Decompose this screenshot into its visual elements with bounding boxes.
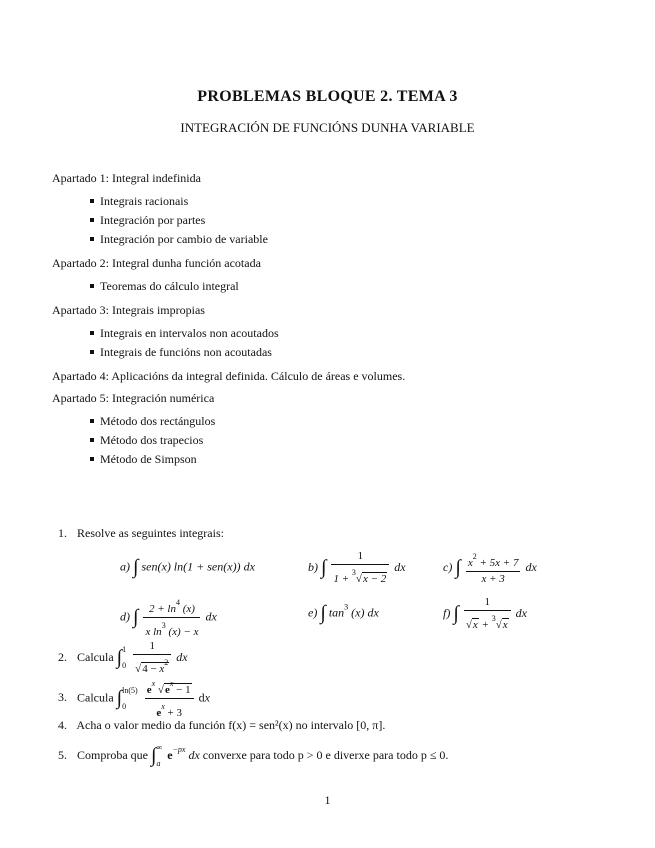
list-item: Método dos trapecios — [52, 431, 612, 450]
problem-5-pre: Comproba que — [77, 747, 148, 762]
label-f: f) — [443, 605, 451, 620]
list-item: Método dos rectángulos — [52, 412, 612, 431]
section-4-heading: Apartado 4: Aplicacións da integral definida. Cálculo de áreas e volumes. — [52, 369, 406, 383]
label-d: d) — [120, 609, 130, 624]
section-5-items — [52, 412, 612, 469]
section-2-heading: Apartado 2: Integral dunha función acotada — [52, 256, 261, 270]
list-item: Integración por cambio de variable — [52, 230, 612, 249]
problem-3: 3. Calcula ∫ ln(5) 0 $\frac{e^x √e^x - 1}{e^x + 3}$ dx — [58, 679, 210, 719]
label-e: e) — [308, 605, 318, 620]
integral-a: a) ∫ sen(x) ln(1 + sen(x)) dx — [120, 556, 255, 578]
problem-4-text: Acha o valor medio da función f(x) = sen²(x) no intervalo [0, π]. — [76, 718, 386, 732]
label-c: c) — [443, 559, 453, 574]
section-2-items — [52, 277, 612, 296]
problem-2-number: 2. — [58, 649, 67, 664]
section-1-heading: Apartado 1: Integral indefinida — [52, 171, 201, 185]
section-5-heading: Apartado 5: Integración numérica — [52, 391, 215, 405]
section-1-items — [52, 192, 612, 249]
list-item: Integrais en intervalos non acoutados — [52, 324, 612, 343]
label-b: b) — [308, 559, 318, 574]
problem-5-post: converxe para todo p > 0 e diverxe para todo p ≤ 0. — [202, 747, 449, 762]
problem-3-number: 3. — [58, 690, 67, 705]
problem-2: 2. Calcula ∫ 1 0 $\frac{1}{√4 - x^2}$ dx — [58, 640, 188, 675]
list-item: Teoremas do cálculo integral — [52, 277, 612, 296]
section-3-heading: Apartado 3: Integrais impropias — [52, 303, 205, 317]
problem-5: 5. Comproba que ∫ ∞ a $e^{-px}$ dx converxe para todo p > 0 e diverxe para todo p ≤ 0. — [58, 743, 449, 768]
document-subtitle: INTEGRACIÓN DE FUNCIÓNS DUNHA VARIABLE — [180, 120, 475, 135]
problem-2-text: Calcula — [77, 649, 114, 664]
problem-1-number: 1. — [58, 526, 67, 540]
page-number: 1 — [324, 793, 331, 807]
document-title: PROBLEMAS BLOQUE 2. TEMA 3 — [197, 88, 458, 105]
integral-d: d) ∫ $\frac{2 + \ln^4 (x)}{x \ln^3 (x) - x}$ dx — [120, 598, 217, 638]
problem-1-text: Resolve as seguintes integrais: — [77, 526, 224, 540]
label-a: a) — [120, 559, 130, 574]
problem-4-number: 4. — [58, 718, 67, 732]
list-item: Integrais racionais — [52, 192, 612, 211]
problem-3-text: Calcula — [77, 690, 114, 705]
list-item: Integración por partes — [52, 211, 612, 230]
list-item: Método de Simpson — [52, 450, 612, 469]
integral-c: c) ∫ $\frac{x^2 + 5x + 7}{x + 3}$ dx — [443, 552, 537, 585]
list-item: Integrais de funcións non acoutadas — [52, 343, 612, 362]
section-3-items — [52, 324, 612, 362]
integral-f: f) ∫ $\frac{1}{√x + ^3√x}$ dx — [443, 596, 527, 631]
integral-e: e) ∫ $\tan^3 (x)$ dx — [308, 602, 379, 624]
sections-list — [52, 170, 612, 475]
integral-b: b) ∫ $\frac{1}{1 + ^3√x - 2}$ dx — [308, 550, 406, 585]
problem-1 — [58, 526, 224, 541]
problem-4 — [58, 718, 385, 733]
problem-5-number: 5. — [58, 747, 67, 762]
